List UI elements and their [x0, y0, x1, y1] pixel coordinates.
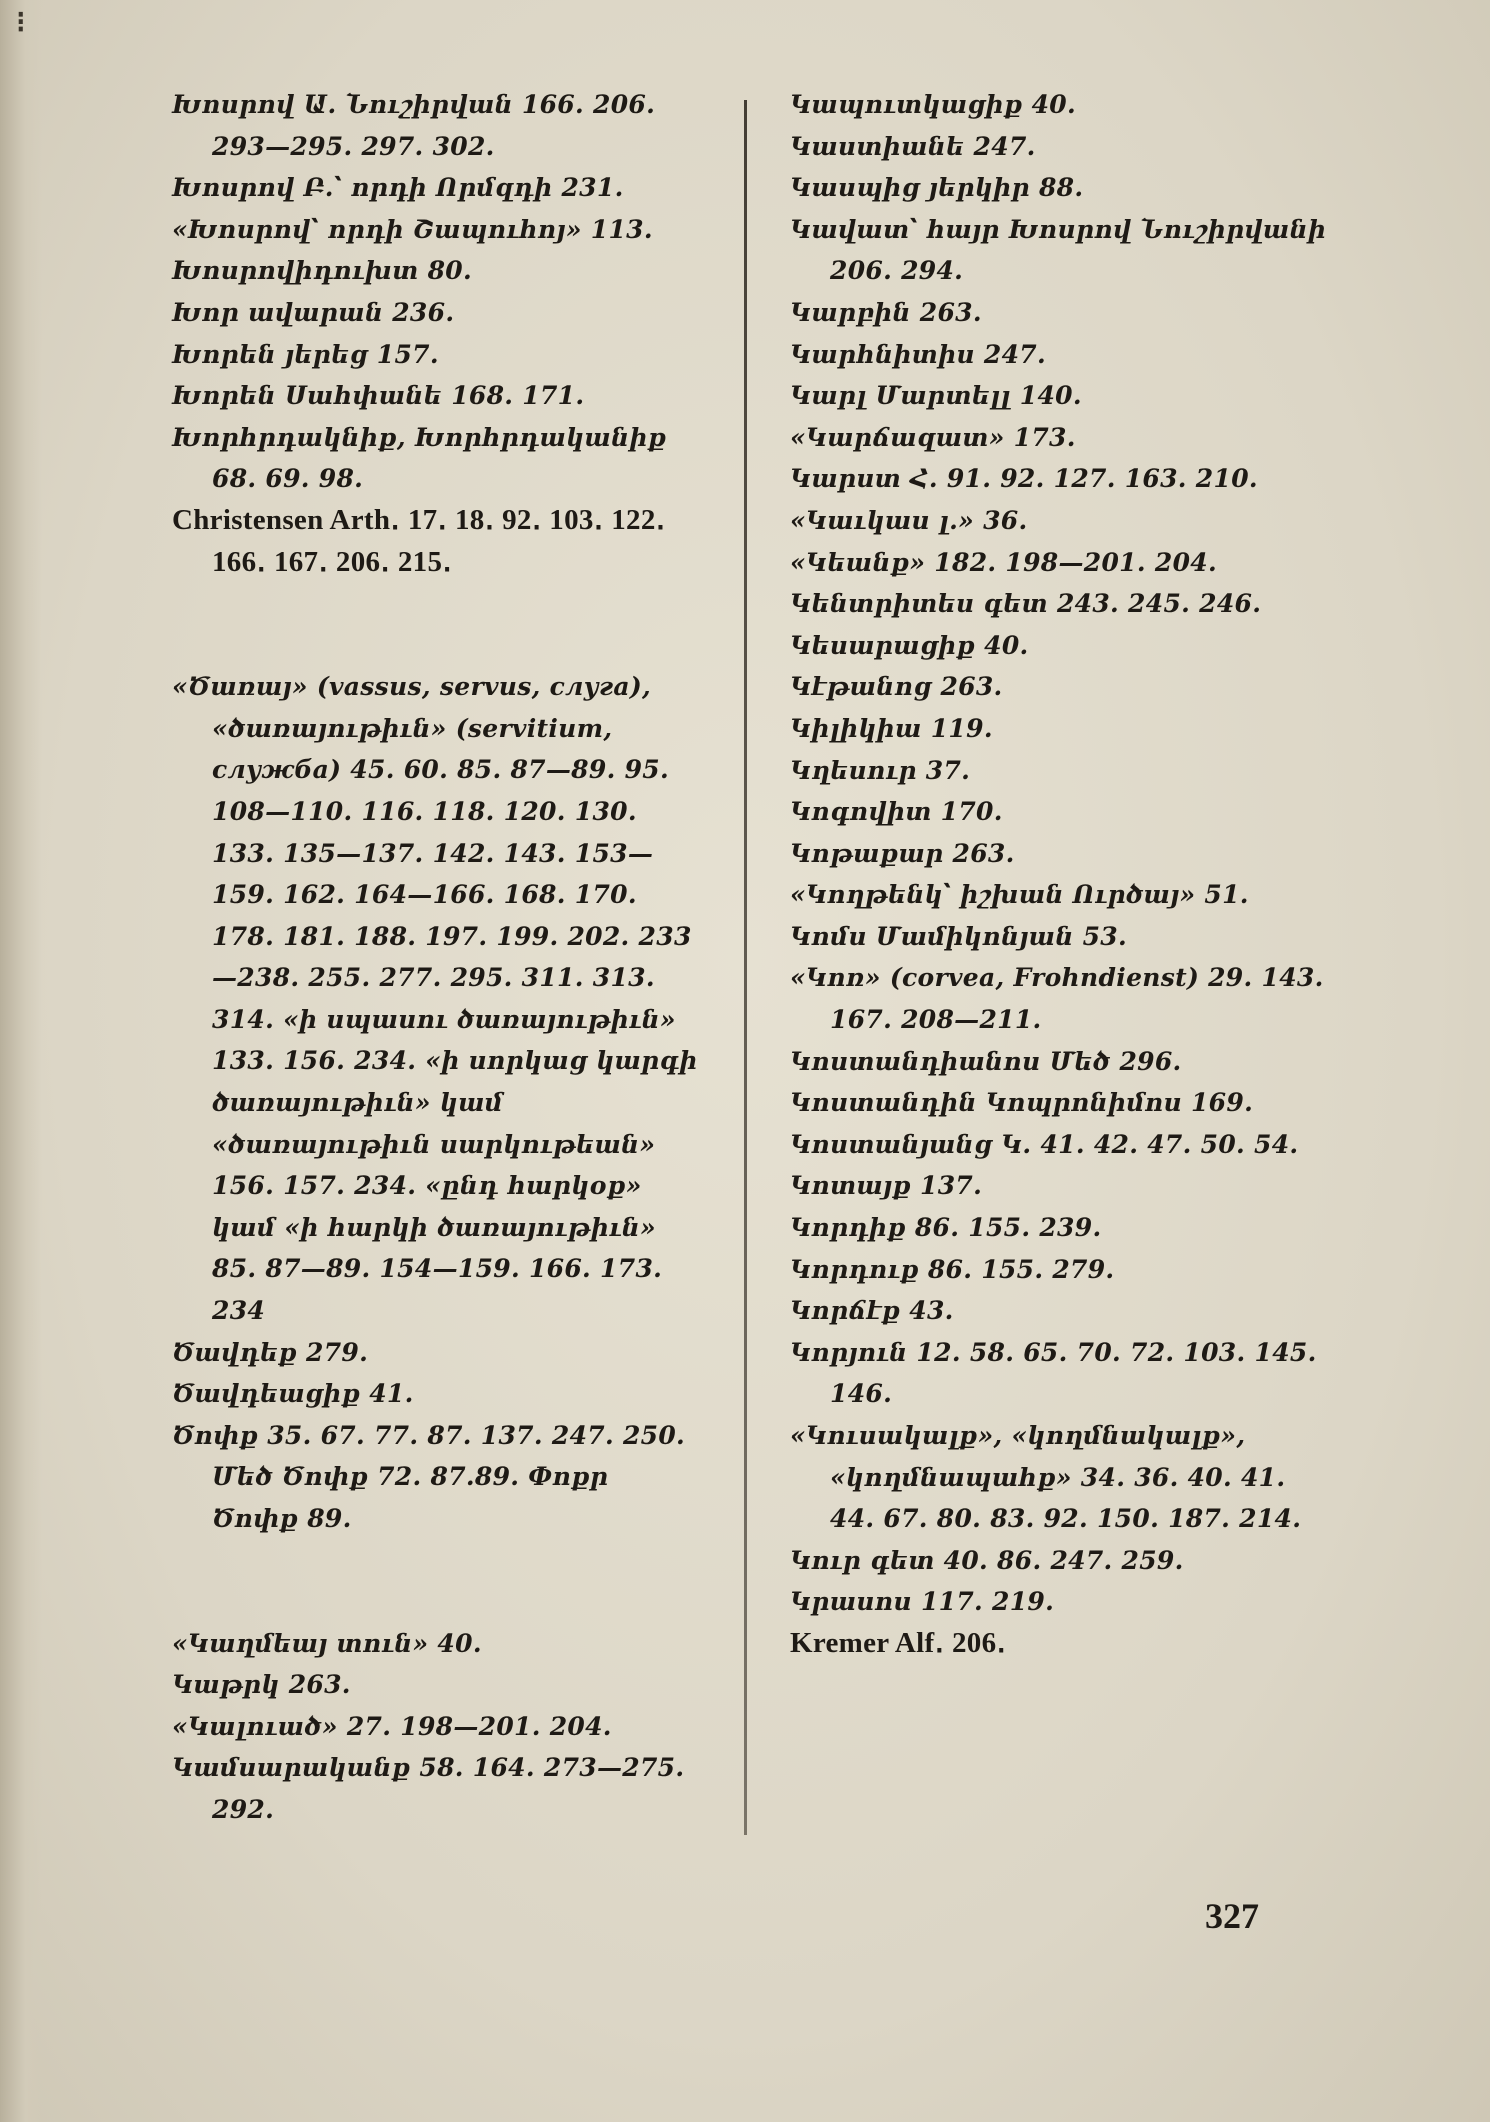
index-entry: Կոստանդին Կոպրոնիմոս 169․	[790, 1088, 1254, 1118]
index-entry: Ծավդեացիք 41․	[172, 1379, 414, 1409]
index-entry: Կենտրիտես գետ 243․ 245․ 246․	[790, 589, 1262, 619]
entry-group-ts	[172, 666, 700, 1539]
right-column	[790, 84, 1330, 1665]
index-entry: Ծոփք 35․ 67․ 77․ 87․ 137․ 247․ 250․ Մեծ Ծոփք 72․ 87․89․ Փոքր Ծոփք 89․	[172, 1420, 686, 1533]
index-entry-kor: «Կոռ» (corvea, Frohndienst) 29․ 143․ 167․ 208—211․	[790, 963, 1324, 1035]
section-gap	[172, 1540, 700, 1623]
index-entry: Խորհրդակնիք, Խորհրդականիք 68․ 69․ 98․	[172, 422, 667, 494]
index-entry: Կորյուն 12․ 58․ 65․ 70․ 72․ 103․ 145․ 146․	[790, 1337, 1317, 1409]
page-number: 327	[1205, 1896, 1259, 1936]
book-spine-shadow	[0, 0, 42, 2122]
index-entry: Խորեն յերեց 157․	[172, 339, 439, 369]
index-entry: «Կողթենկ՝ իշխան Ուրծայ» 51․	[790, 880, 1249, 910]
index-entry: Կղեսուր 37․	[790, 755, 971, 785]
entry-group-k	[172, 1623, 700, 1831]
index-entry: «Կուսակալք», «կողմնակալք», «կողմնապահք» 34․ 36․ 40․ 41․ 44․ 67․ 80․ 83․ 92․ 150․ 187․ 214․	[790, 1421, 1302, 1534]
index-entry: Կեսարացիք 40․	[790, 630, 1029, 660]
index-entry: Կէթանոց 263․	[790, 672, 1003, 702]
left-column	[172, 84, 700, 1831]
index-entry: Կոտայք 137․	[790, 1171, 983, 1201]
index-entry: Կարբին 263․	[790, 297, 982, 327]
index-entry: «Կաւկաս լ․» 36․	[790, 505, 1028, 535]
index-entry: «Խոսրով՝ որդի Շապուհոյ» 113․	[172, 214, 653, 244]
index-entry: Կոստանդիանոս Մեծ 296․	[790, 1046, 1182, 1076]
index-entry: Խոսրով Ա․ Նուշիրվան 166․ 206․ 293—295․ 297․ 302․	[172, 90, 656, 161]
index-entry: «Կալուած» 27․ 198—201․ 204․	[172, 1711, 612, 1741]
index-entry-tsaray: «Ծառայ» (vassus, servus, слуга), «ծառայութիւն» (servitium, служба) 45․ 60․ 85․ 87—89․ 95․ 108—110․ 116․ 118․ 120․ 130․ 133․ 135—137․ 142․ 143․ 153—159․ 162․ 164—166․ 168․ 170․ 178․ 181․ 188․ 197․ 199․ 202․ 233—238․ 255․ 277․ 295․ 311․ 313․ 314․ «ի սպասու ծառայութիւն» 133․ 156․ 234․ «ի սորկաց կարգի ծառայութիւն» կամ «ծառայութիւն սարկութեան» 156․ 157․ 234․ «ընդ հարկօք» կամ «ի հարկի ծառայութիւն» 85․ 87—89․ 154—159․ 166․ 173․ 234	[172, 672, 698, 1326]
entry-group-kh	[172, 84, 700, 583]
index-entry: Կավատ՝ հայր Խոսրով Նուշիրվանի 206․ 294․	[790, 214, 1327, 286]
index-entry-kremer: Kremer Alf․ 206․	[790, 1626, 1007, 1659]
index-entry: Կիլիկիա 119․	[790, 713, 993, 743]
index-entry: Կասպից յերկիր 88․	[790, 173, 1084, 203]
index-entry: Կարհնիտիս 247․	[790, 339, 1046, 369]
column-divider	[744, 100, 747, 1835]
index-entry: Կաստիանե 247․	[790, 131, 1036, 161]
section-gap	[172, 583, 700, 666]
index-entry: Կորդուք 86․ 155․ 279․	[790, 1254, 1115, 1284]
index-entry: Կորճէք 43․	[790, 1296, 954, 1326]
index-entry-christensen: Christensen Arth․ 17․ 18․ 92․ 103․ 122․ 166․ 167․ 206․ 215․	[172, 503, 666, 578]
index-entry: Կոթաքար 263․	[790, 838, 1015, 868]
index-entry: Կրասոս 117․ 219․	[790, 1587, 1055, 1617]
index-entry: Կապուտկացիք 40․	[790, 90, 1076, 119]
binding-mark: ⁝	[16, 5, 26, 40]
index-entry: Կոգովիտ 170․	[790, 797, 1003, 827]
index-entry: Կոմս Մամիկոնյան 53․	[790, 921, 1127, 951]
index-entry: «Կաղմեայ տուն» 40․	[172, 1628, 482, 1658]
index-entry: Ծավդեք 279․	[172, 1337, 369, 1367]
index-entry: Կարստ Հ․ 91․ 92․ 127․ 163․ 210․	[790, 464, 1258, 494]
index-entry: Կոստանյանց Կ․ 41․ 42․ 47․ 50․ 54․	[790, 1129, 1299, 1159]
index-entry: Խորեն Սահփանե 168․ 171․	[172, 381, 585, 411]
index-entry: Խոսրով Բ․՝ որդի Որմզդի 231․	[172, 173, 624, 203]
index-entry: «Կարճազատ» 173․	[790, 422, 1076, 452]
index-entry: Կարլ Մարտելլ 140․	[790, 381, 1082, 411]
index-entry: Խոսրովիդուխտ 80․	[172, 256, 472, 286]
index-entry: Կաթրկ 263․	[172, 1670, 351, 1700]
index-entry: Կուր գետ 40․ 86․ 247․ 259․	[790, 1545, 1184, 1575]
index-entry: «Կեանք» 182․ 198—201․ 204․	[790, 547, 1217, 577]
index-entry: Կամսարականք 58․ 164․ 273—275․ 292․	[172, 1753, 685, 1824]
index-entry: Խոր ավարան 236․	[172, 297, 455, 327]
index-entry: Կորդիք 86․ 155․ 239․	[790, 1213, 1102, 1243]
